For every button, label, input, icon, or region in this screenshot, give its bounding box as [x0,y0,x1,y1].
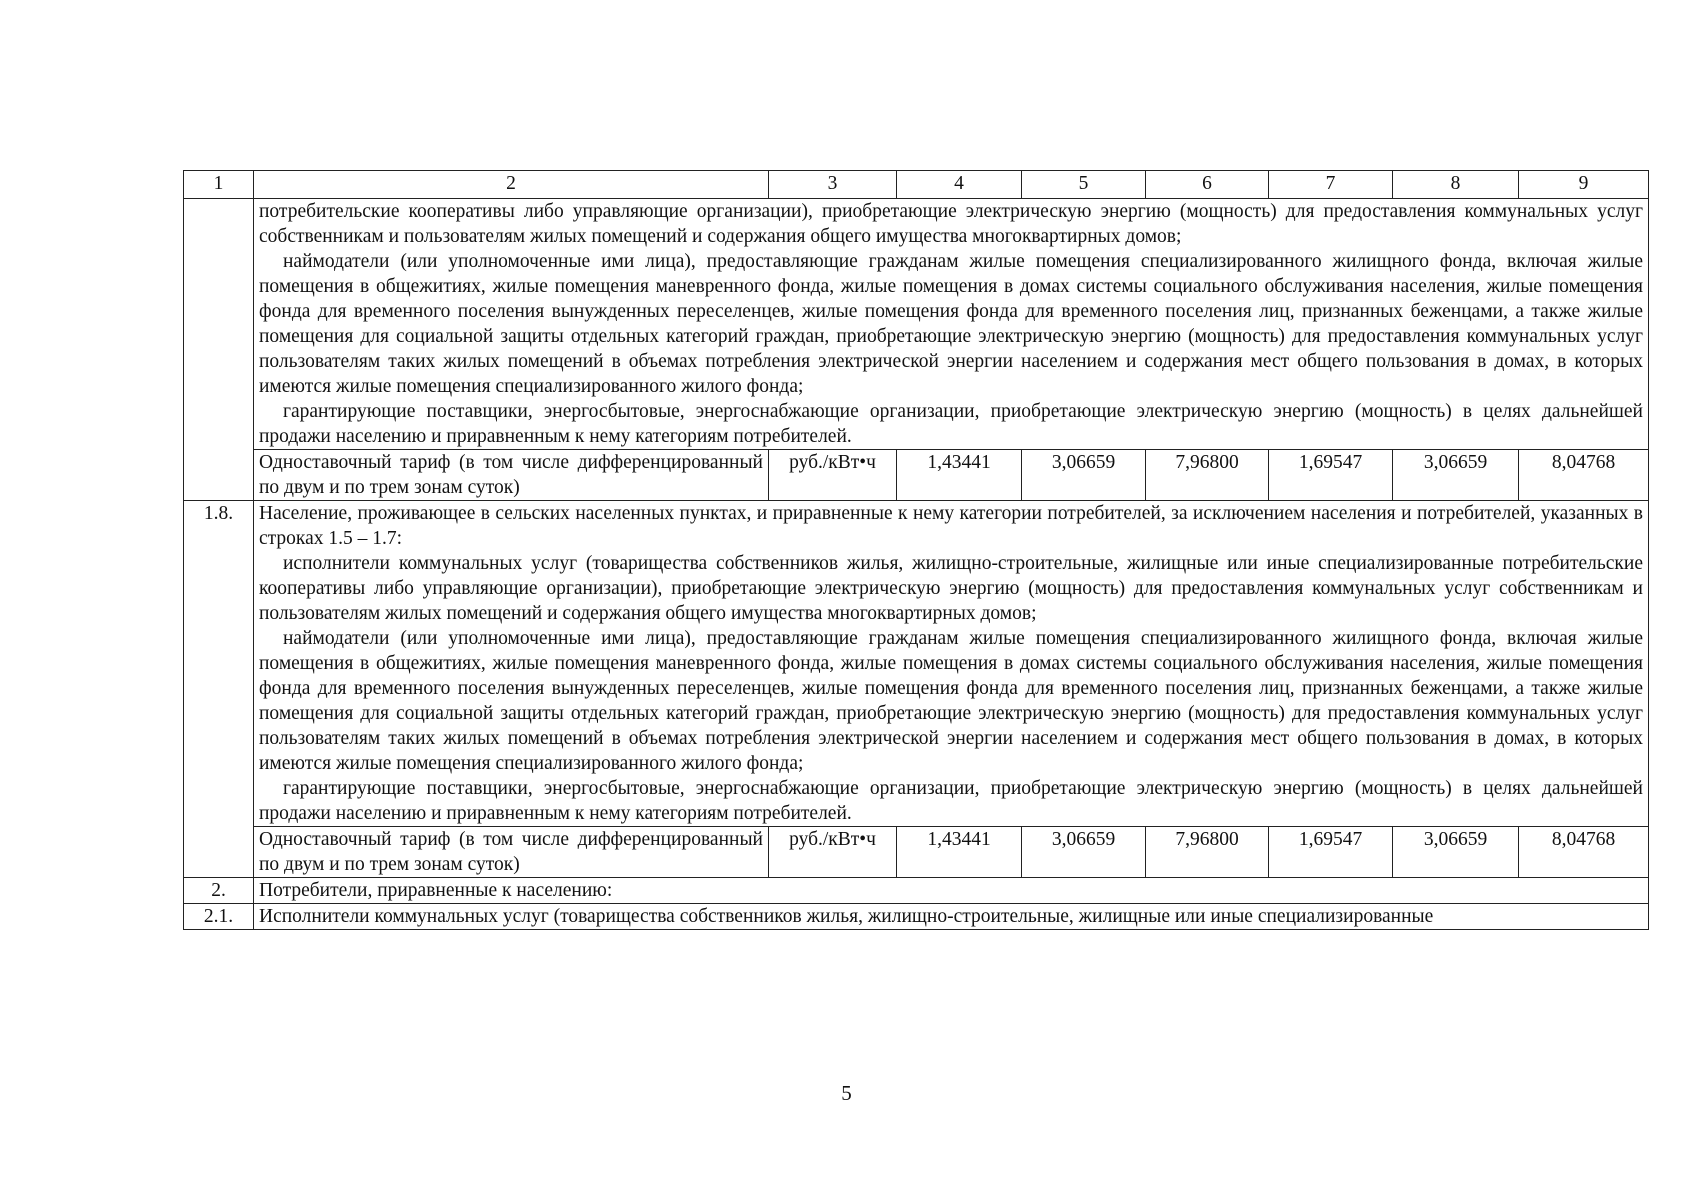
tariff-value: 7,96800 [1146,450,1269,501]
header-col-2: 2 [254,171,769,199]
tariff-description: Одноставочный тариф (в том числе дифференцированный по двум и по трем зонам суток) [254,827,769,878]
tariff-value: 8,04768 [1519,450,1649,501]
section-2-row [184,878,1649,904]
section-1-8-text-row [184,501,1649,827]
header-col-4: 4 [897,171,1022,199]
paragraph: наймодатели (или уполномоченные ими лица), предоставляющие гражданам жилые помещения специализированного жилищного фонда, включая жилые помещения в общежитиях, жилые помещения маневренного фонда, жилые помещения в домах системы социального обслуживания населения, жилые помещения фонда для временного поселения вынужденных переселенцев, жилые помещения фонда для временного поселения лиц, признанных беженцами, а также жилые помещения для социальной защиты отдельных категорий граждан, приобретающие электрическую энергию (мощность) для предоставления коммунальных услуг пользователям таких жилых помещений в объемах потребления электрической энергии населением и содержания мест общего пользования в домах, в которых имеются жилые помещения специализированного жилого фонда; [259,251,1643,397]
header-col-6: 6 [1146,171,1269,199]
tariff-table [183,170,1649,930]
row-number-cell: 2. [184,878,254,904]
tariff-value: 3,06659 [1022,827,1146,878]
continuation-text-row [184,199,1649,450]
header-col-5: 5 [1022,171,1146,199]
paragraph: наймодатели (или уполномоченные ими лица), предоставляющие гражданам жилые помещения специализированного жилищного фонда, включая жилые помещения в общежитиях, жилые помещения маневренного фонда, жилые помещения в домах системы социального обслуживания населения, жилые помещения фонда для временного поселения вынужденных переселенцев, жилые помещения фонда для временного поселения лиц, признанных беженцами, а также жилые помещения для социальной защиты отдельных категорий граждан, приобретающие электрическую энергию (мощность) для предоставления коммунальных услуг пользователям таких жилых помещений в объемах потребления электрической энергии населением и содержания мест общего пользования в домах, в которых имеются жилые помещения специализированного жилого фонда; [259,628,1643,774]
tariff-row [184,450,1649,501]
tariff-value: 1,43441 [897,450,1022,501]
tariff-value: 1,43441 [897,827,1022,878]
consumer-category-text [254,501,1649,827]
tariff-value: 1,69547 [1269,450,1393,501]
header-row [184,171,1649,199]
consumer-category-text [254,199,1649,450]
row-number-cell [184,199,254,501]
tariff-unit: руб./кВт•ч [769,450,897,501]
section-2-1-row [184,904,1649,930]
section-heading-text: Потребители, приравненные к населению: [254,878,1649,904]
header-col-7: 7 [1269,171,1393,199]
consumer-category-text: Исполнители коммунальных услуг (товарищества собственников жилья, жилищно-строительные, жилищные или иные специализированные [254,904,1649,930]
row-number-cell: 1.8. [184,501,254,878]
header-col-3: 3 [769,171,897,199]
header-col-9: 9 [1519,171,1649,199]
page-number: 5 [841,1081,852,1105]
tariff-value: 3,06659 [1022,450,1146,501]
paragraph: гарантирующие поставщики, энергосбытовые, энергоснабжающие организации, приобретающие электрическую энергию (мощность) в целях дальнейшей продажи населению и приравненным к нему категориям потребителей. [259,778,1643,824]
tariff-row [184,827,1649,878]
row-number-cell: 2.1. [184,904,254,930]
tariff-unit: руб./кВт•ч [769,827,897,878]
paragraph: исполнители коммунальных услуг (товарищества собственников жилья, жилищно-строительные, жилищные или иные специализированные потребительские кооперативы либо управляющие организации), приобретающие электрическую энергию (мощность) для предоставления коммунальных услуг собственникам и пользователям жилых помещений и содержания общего имущества многоквартирных домов; [259,553,1643,624]
tariff-description: Одноставочный тариф (в том числе дифференцированный по двум и по трем зонам суток) [254,450,769,501]
tariff-value: 8,04768 [1519,827,1649,878]
paragraph: гарантирующие поставщики, энергосбытовые, энергоснабжающие организации, приобретающие электрическую энергию (мощность) в целях дальнейшей продажи населению и приравненным к нему категориям потребителей. [259,401,1643,447]
tariff-value: 7,96800 [1146,827,1269,878]
header-col-8: 8 [1393,171,1519,199]
tariff-value: 1,69547 [1269,827,1393,878]
header-col-1: 1 [184,171,254,199]
paragraph: Население, проживающее в сельских населенных пунктах, и приравненные к нему категории потребителей, за исключением населения и потребителей, указанных в строках 1.5 – 1.7: [259,503,1643,549]
tariff-value: 3,06659 [1393,827,1519,878]
paragraph: потребительские кооперативы либо управляющие организации), приобретающие электрическую энергию (мощность) для предоставления коммунальных услуг собственникам и пользователям жилых помещений и содержания общего имущества многоквартирных домов; [259,201,1643,247]
tariff-value: 3,06659 [1393,450,1519,501]
